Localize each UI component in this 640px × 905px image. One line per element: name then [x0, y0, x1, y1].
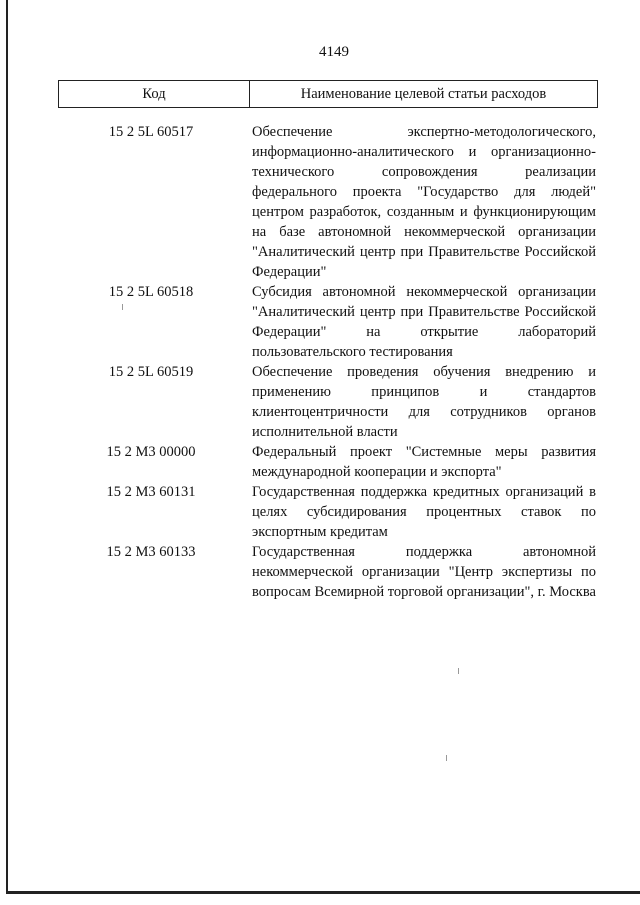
- page-bottom-border: [6, 891, 640, 894]
- page-number: 4149: [319, 44, 349, 60]
- row-code: 15 2 М3 60133: [106, 544, 196, 560]
- row-description: Обеспечение проведения обучения внедрению и применению принципов и стандартов клиентоцентричности для сотрудников органов исполнительной власти: [252, 364, 596, 440]
- scan-speck: [458, 668, 459, 674]
- table-row: [58, 362, 596, 442]
- table-row: [58, 442, 596, 482]
- table-body: [58, 122, 596, 602]
- table-row: [58, 122, 596, 282]
- row-description: Государственная поддержка кредитных организаций в целях субсидирования процентных ставок по экспортным кредитам: [252, 484, 596, 540]
- row-code: 15 2 5L 60519: [108, 364, 194, 380]
- row-description: Обеспечение экспертно-методологического, информационно-аналитического и организационно-технического сопровождения реализации федерального проекта "Государство для людей" центром разработок, созданным и функционирующим на базе автономной некоммерческой организации "Аналитический центр при Правительстве Российской Федерации": [252, 124, 596, 280]
- row-description: Федеральный проект "Системные меры развития международной кооперации и экспорта": [252, 444, 596, 480]
- scan-speck: [446, 755, 447, 761]
- table-header: [58, 80, 598, 108]
- row-description: Субсидия автономной некоммерческой организации "Аналитический центр при Правительстве Российской Федерации" на открытие лабораторий пользовательского тестирования: [252, 284, 596, 360]
- table-row: [58, 282, 596, 362]
- row-code: 15 2 М3 60131: [106, 484, 196, 500]
- header-name: Наименование целевой статьи расходов: [300, 85, 547, 102]
- scan-speck: [122, 304, 123, 310]
- row-description: Государственная поддержка автономной некоммерческой организации "Центр экспертизы по вопросам Всемирной торговой организации", г. Москва: [252, 544, 596, 600]
- row-code: 15 2 М3 00000: [106, 444, 196, 460]
- row-code: 15 2 5L 60518: [108, 284, 194, 300]
- table-row: [58, 542, 596, 602]
- row-code: 15 2 5L 60517: [108, 124, 194, 140]
- header-code: Код: [59, 81, 250, 107]
- page-left-border: [6, 0, 8, 893]
- table-row: [58, 482, 596, 542]
